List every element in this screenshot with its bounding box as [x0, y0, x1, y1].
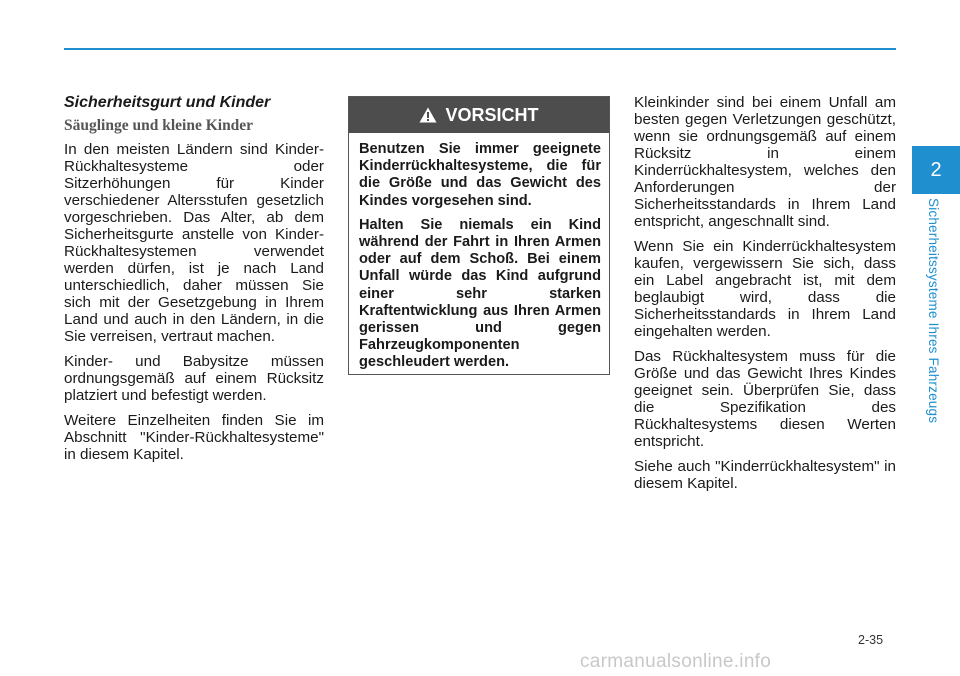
- paragraph: Das Rückhaltesystem muss für die Größe und das Gewicht Ihres Kindes geeignet sein. Überprüfen Sie, dass die Spezifikation des Rückhaltesystems diesen Werten entspricht.: [634, 348, 896, 450]
- caution-title: VORSICHT: [445, 104, 539, 125]
- caution-paragraph: Benutzen Sie immer geeignete Kinderrückhaltesysteme, die für die Größe und das Gewicht des Kindes vorgesehen sind.: [359, 141, 601, 209]
- caution-body: [349, 133, 609, 372]
- page-number: 2-35: [858, 633, 884, 647]
- paragraph: Weitere Einzelheiten finden Sie im Abschnitt "Kinder-Rückhaltesysteme" in diesem Kapitel.: [64, 412, 324, 463]
- watermark: carmanualsonline.info: [580, 651, 772, 672]
- paragraph: Wenn Sie ein Kinderrückhaltesystem kaufen, vergewissern Sie sich, dass ein Label angebracht ist, mit dem beglaubigt wird, dass die Sicherheitsstandards in Ihrem Land eingehalten werden.: [634, 238, 896, 340]
- paragraph: Siehe auch "Kinderrückhaltesystem" in diesem Kapitel.: [634, 458, 896, 492]
- caution-box: [348, 96, 610, 375]
- caution-header: [349, 97, 609, 133]
- right-column: [634, 94, 896, 500]
- paragraph: Kinder- und Babysitze müssen ordnungsgemäß auf einem Rücksitz platziert und befestigt werden.: [64, 353, 324, 404]
- warning-triangle-icon: [419, 107, 437, 123]
- paragraph: Kleinkinder sind bei einem Unfall am besten gegen Verletzungen geschützt, wenn sie ordnungsgemäß auf einem Rücksitz in einem Kinderrückhaltesystem, welches den Anforderungen der Sicherheitsstandards in Ihrem Land entspricht, angeschnallt sind.: [634, 94, 896, 230]
- section-heading: Sicherheitsgurt und Kinder: [64, 94, 271, 111]
- chapter-title: Sicherheitssysteme Ihres Fahrzeugs: [926, 198, 941, 424]
- caution-paragraph: Halten Sie niemals ein Kind während der Fahrt in Ihren Armen oder auf dem Schoß. Bei einem Unfall würde das Kind aufgrund einer sehr starken Kraftentwicklung aus Ihren Armen gerissen und gegen Fahrzeugkomponenten geschleudert werden.: [359, 216, 601, 371]
- left-column: [64, 94, 324, 471]
- chapter-tab: 2: [912, 146, 960, 194]
- top-rule: [64, 48, 896, 50]
- section-subheading: Säuglinge und kleine Kinder: [64, 117, 254, 134]
- paragraph: In den meisten Ländern sind Kinder-Rückhaltesysteme oder Sitzerhöhungen für Kinder verschiedener Altersstufen gesetzlich vorgeschrieben. Das Alter, ab dem Sicherheitsgurte anstelle von Kinder-Rückhaltesystemen verwendet werden dürfen, ist je nach Land unterschiedlich, daher müssen Sie sich mit der Gesetzgebung in Ihrem Land und auch in den Ländern, in die Sie verreisen, vertraut machen.: [64, 141, 324, 345]
